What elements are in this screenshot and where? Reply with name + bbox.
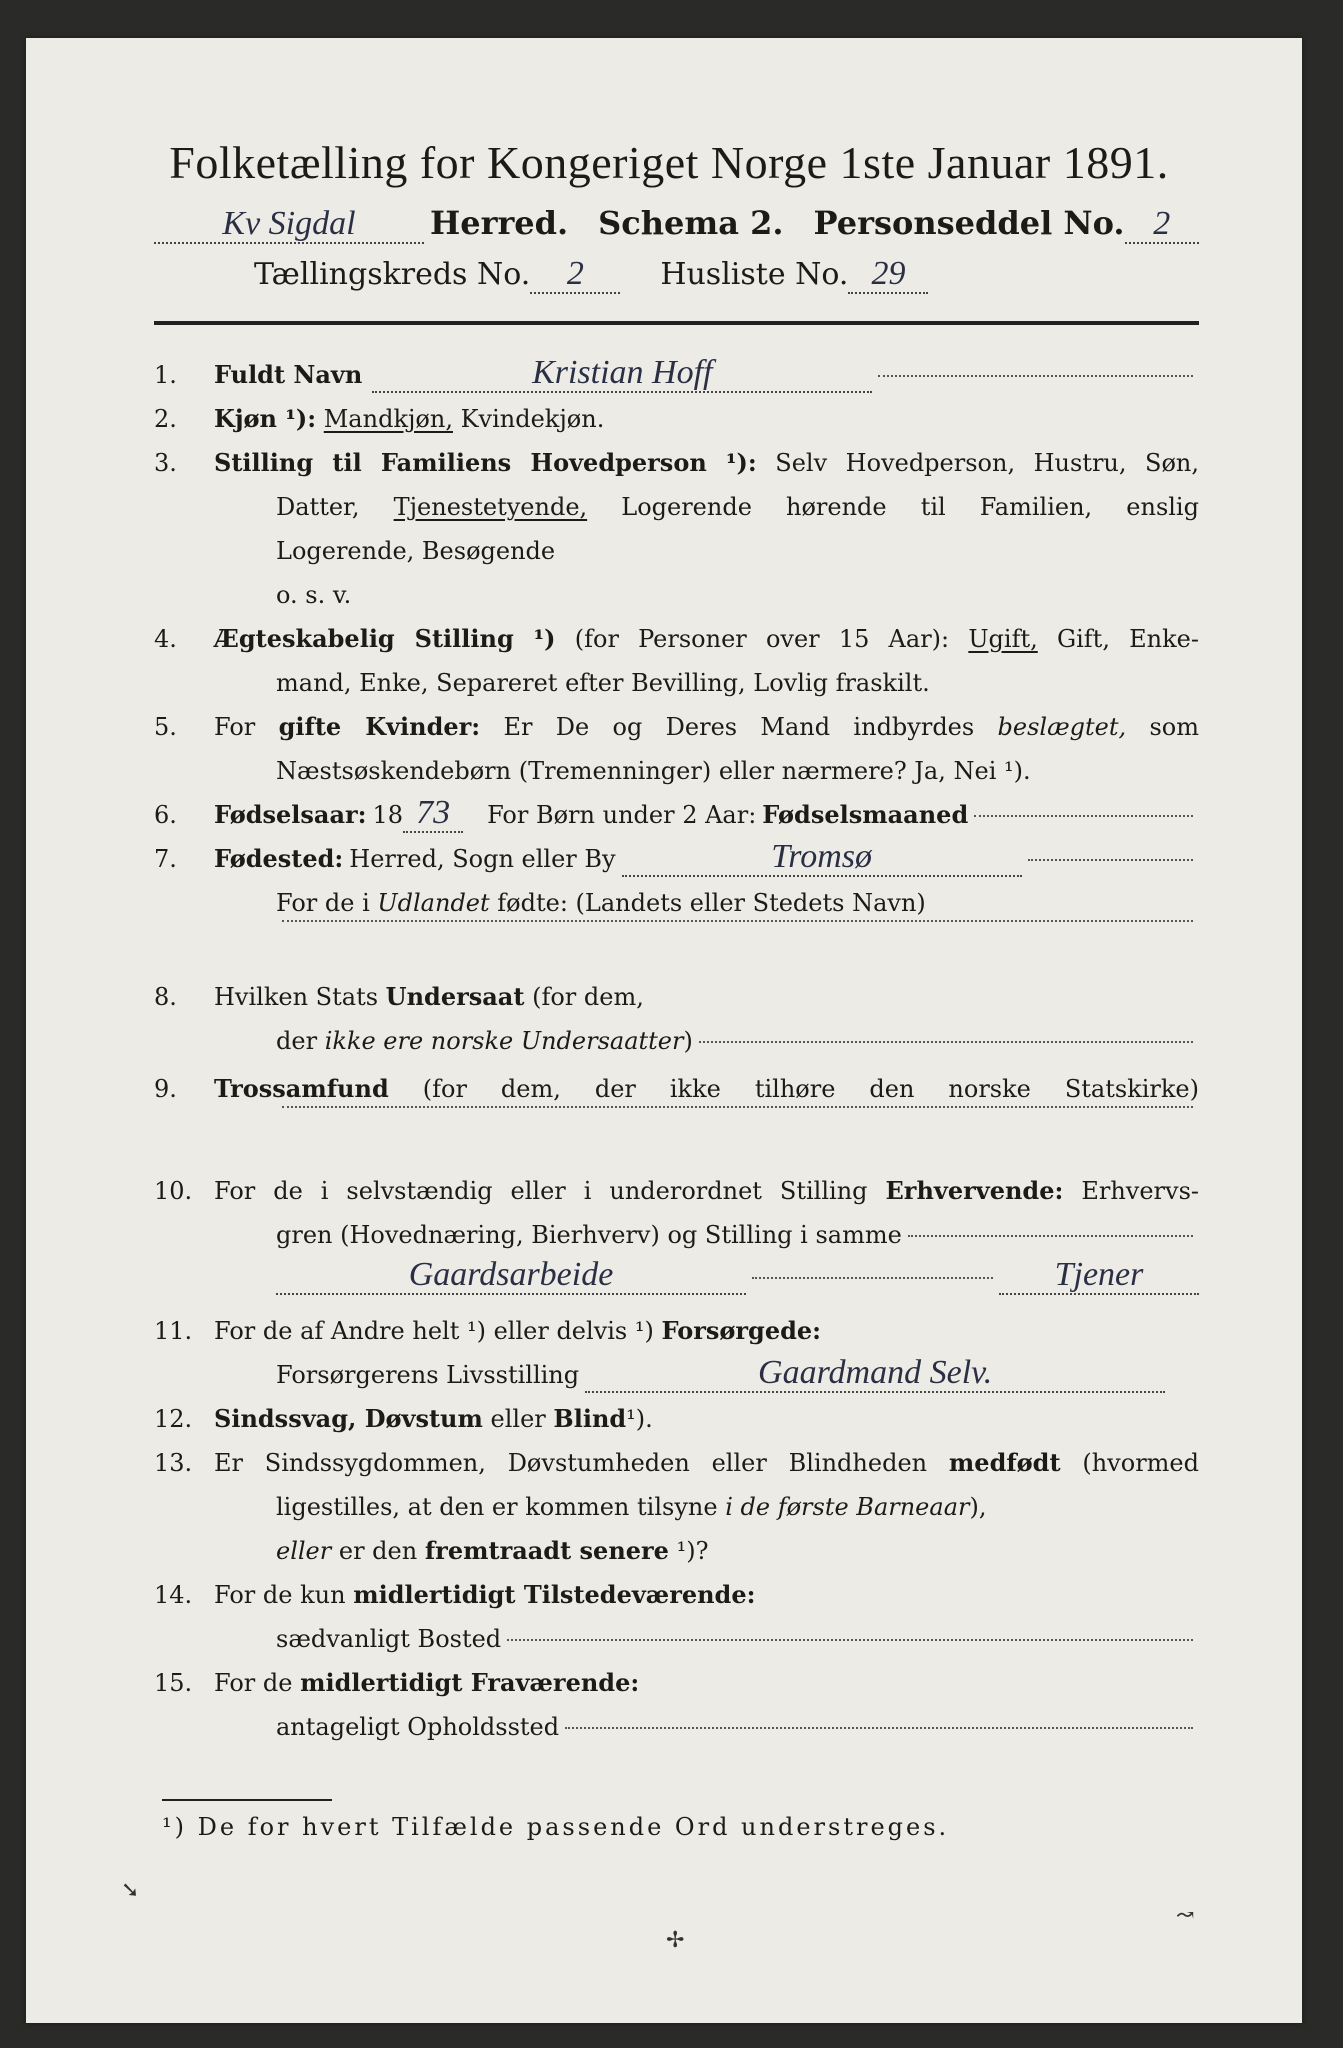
marital-label: Ægteskabelig Stilling ¹) (214, 624, 556, 653)
item-number: 6. (154, 801, 177, 829)
item-5 (154, 705, 1199, 793)
present-label: midlertidigt Tilstedeværende: (353, 1580, 756, 1609)
personseddel-handwriting: 2 (1125, 206, 1199, 244)
sex-option-male: Mandkjøn, (323, 405, 453, 433)
marital-options: mand, Enke, Separeret efter Bevilling, Lovlig fraskilt. (276, 669, 930, 697)
dotted-fill (974, 814, 1193, 817)
item-12 (154, 1397, 1199, 1441)
item-1 (154, 353, 1199, 397)
punch-mark: ✢ (666, 1928, 685, 1953)
congenital-label: fremtraadt senere (424, 1536, 669, 1565)
supporter-text: Forsørgerens Livsstilling (276, 1361, 580, 1389)
congenital-text: er den (338, 1537, 418, 1565)
birth-year-prefix: 18 (372, 801, 404, 829)
abroad-text: For de i (276, 889, 370, 917)
position-label: Stilling til Familiens Hovedperson ¹): (214, 448, 757, 477)
item-number: 2. (154, 405, 177, 433)
item-number: 8. (154, 983, 177, 1011)
congenital-label: medfødt (948, 1448, 1061, 1477)
dotted-fill (878, 374, 1193, 377)
birthplace-handwriting: Tromsø (622, 839, 1022, 877)
item-number: 11. (154, 1317, 193, 1345)
disability-label: Blind (553, 1404, 627, 1433)
citizenship-text: der (276, 1027, 318, 1055)
religion-text: (for dem, der ikke tilhøre den norske Statskirke) (422, 1075, 1199, 1103)
congenital-text: ), (969, 1493, 987, 1521)
citizenship-text: (for dem, (532, 983, 644, 1011)
corner-mark: ↝ (1176, 1903, 1195, 1928)
married-women-text: For (214, 713, 256, 741)
item-3 (154, 441, 1199, 617)
item-8 (154, 975, 1199, 1063)
married-women-emphasis: beslægtet, (997, 713, 1127, 741)
congenital-text: Er Sindssygdommen, Døvstumheden eller Blindheden (214, 1449, 928, 1477)
married-women-text: som (1149, 713, 1200, 741)
item-15 (154, 1661, 1199, 1749)
supporter-handwriting: Gaardmand Selv. (585, 1355, 1165, 1393)
congenital-text: (hvormed (1082, 1449, 1199, 1477)
sex-option-female: Kvindekjøn. (460, 405, 605, 433)
item-11 (154, 1309, 1199, 1397)
item-number: 15. (154, 1669, 193, 1697)
occupation-position-handwriting: Tjener (999, 1257, 1199, 1295)
occupation-text: gren (Hovednæring, Bierhverv) og Stilling i samme (276, 1221, 902, 1249)
disability-label: Sindssvag, Døvstum (214, 1404, 483, 1433)
birth-month-text: For Børn under 2 Aar: (487, 801, 757, 829)
herred-handwriting: Kv Sigdal (154, 206, 424, 244)
congenital-emphasis: i de første Barneaar (725, 1493, 970, 1521)
birth-year-label: Fødselsaar: (214, 800, 367, 829)
personseddel-label: Personseddel No. (813, 204, 1125, 242)
married-women-text: Er De og Deres Mand indbyrdes (503, 713, 975, 741)
disability-text: ¹). (626, 1405, 653, 1433)
congenital-emphasis: eller (276, 1537, 332, 1565)
supported-label: Forsørgede: (661, 1316, 822, 1345)
birthplace-text: Herred, Sogn eller By (349, 845, 616, 873)
married-women-text: Næstsøskendebørn (Tremenninger) eller nærmere? Ja, Nei ¹). (276, 757, 1031, 785)
form-content (154, 133, 1199, 1841)
dotted-fill (507, 1638, 1193, 1641)
dotted-fill (282, 1105, 1193, 1108)
item-4 (154, 617, 1199, 705)
supported-text: For de af Andre helt ¹) eller delvis ¹) (214, 1317, 654, 1345)
birth-year-handwriting: 73 (403, 795, 463, 833)
herred-label: Herred. (429, 204, 569, 242)
married-women-label: gifte Kvinder: (278, 712, 481, 741)
religion-label: Trossamfund (214, 1074, 389, 1103)
item-number: 13. (154, 1449, 193, 1477)
item-number: 5. (154, 713, 177, 741)
item-number: 3. (154, 449, 177, 477)
kreds-label: Tællingskreds No. (254, 257, 531, 292)
corner-mark: ➘ (121, 1878, 140, 1903)
marital-text: (for Personer over 15 Aar): (574, 625, 950, 653)
husliste-label: Husliste No. (660, 257, 849, 292)
item-6 (154, 793, 1199, 837)
citizenship-label: Undersaat (385, 982, 525, 1011)
dotted-fill (1028, 858, 1193, 861)
dotted-fill (908, 1234, 1193, 1237)
dotted-fill (699, 1040, 1193, 1043)
census-form-page (26, 38, 1302, 2023)
item-number: 9. (154, 1075, 177, 1103)
item-13 (154, 1441, 1199, 1573)
schema-label: Schema 2. (598, 204, 784, 242)
position-options: Logerende hørende til Familien, enslig (621, 493, 1199, 521)
dotted-fill (565, 1726, 1193, 1729)
herred-line (154, 197, 1199, 249)
occupation-label: Erhvervende: (885, 1176, 1064, 1205)
occupation-handwriting: Gaardsarbeide (276, 1257, 746, 1295)
citizenship-emphasis: ikke ere norske Undersaatter (324, 1027, 684, 1055)
position-option-selected: Tjenestetyende, (393, 493, 588, 521)
marital-option-selected: Ugift, (968, 625, 1038, 653)
item-2 (154, 397, 1199, 441)
position-options: Selv Hovedperson, Hustru, Søn, (775, 449, 1199, 477)
item-number: 7. (154, 845, 177, 873)
item-number: 1. (154, 361, 177, 389)
header-divider (154, 321, 1199, 325)
occupation-text: For de i selvstændig eller i underordnet Stilling (214, 1177, 868, 1205)
item-14 (154, 1573, 1199, 1661)
position-options: Logerende, Besøgende (276, 537, 556, 565)
birthplace-label: Fødested: (214, 844, 344, 873)
footnote-divider (162, 1799, 332, 1801)
citizenship-text: Hvilken Stats (214, 983, 379, 1011)
whereabouts-text: antageligt Opholdssted (276, 1713, 560, 1741)
item-9 (154, 1067, 1199, 1155)
birth-month-label: Fødselsmaaned (762, 800, 969, 829)
husliste-handwriting: 29 (848, 256, 928, 294)
absent-label: midlertidigt Fraværende: (300, 1668, 640, 1697)
dotted-fill (282, 919, 1193, 922)
marital-options: Gift, Enke- (1056, 625, 1199, 653)
occupation-text: Erhvervs- (1081, 1177, 1199, 1205)
present-text: For de kun (214, 1581, 346, 1609)
form-title: Folketælling for Kongeriget Norge 1ste Januar 1891. (169, 137, 1169, 188)
kreds-handwriting: 2 (530, 256, 620, 294)
residence-text: sædvanligt Bosted (276, 1625, 502, 1653)
congenital-text: ¹)? (676, 1537, 709, 1565)
item-number: 10. (154, 1177, 193, 1205)
abroad-text: fødte: (Landets eller Stedets Navn) (497, 889, 926, 917)
full-name-handwriting: Kristian Hoff (372, 355, 872, 393)
item-number: 12. (154, 1405, 193, 1433)
dotted-fill (752, 1276, 993, 1279)
footnote: ¹) De for hvert Tilfælde passende Ord understreges. (162, 1813, 950, 1841)
item-7 (154, 837, 1199, 969)
absent-text: For de (214, 1669, 293, 1697)
disability-text: eller (490, 1405, 546, 1433)
congenital-text: ligestilles, at den er kommen tilsyne (276, 1493, 718, 1521)
full-name-label: Fuldt Navn (214, 360, 363, 389)
item-number: 14. (154, 1581, 193, 1609)
item-10 (154, 1169, 1199, 1295)
kreds-line (154, 249, 1199, 301)
position-options: Datter, (276, 493, 360, 521)
position-options: o. s. v. (276, 581, 352, 609)
citizenship-text: ) (683, 1027, 693, 1055)
item-number: 4. (154, 625, 177, 653)
sex-label: Kjøn ¹): (214, 404, 317, 433)
abroad-emphasis: Udlandet (377, 889, 490, 917)
